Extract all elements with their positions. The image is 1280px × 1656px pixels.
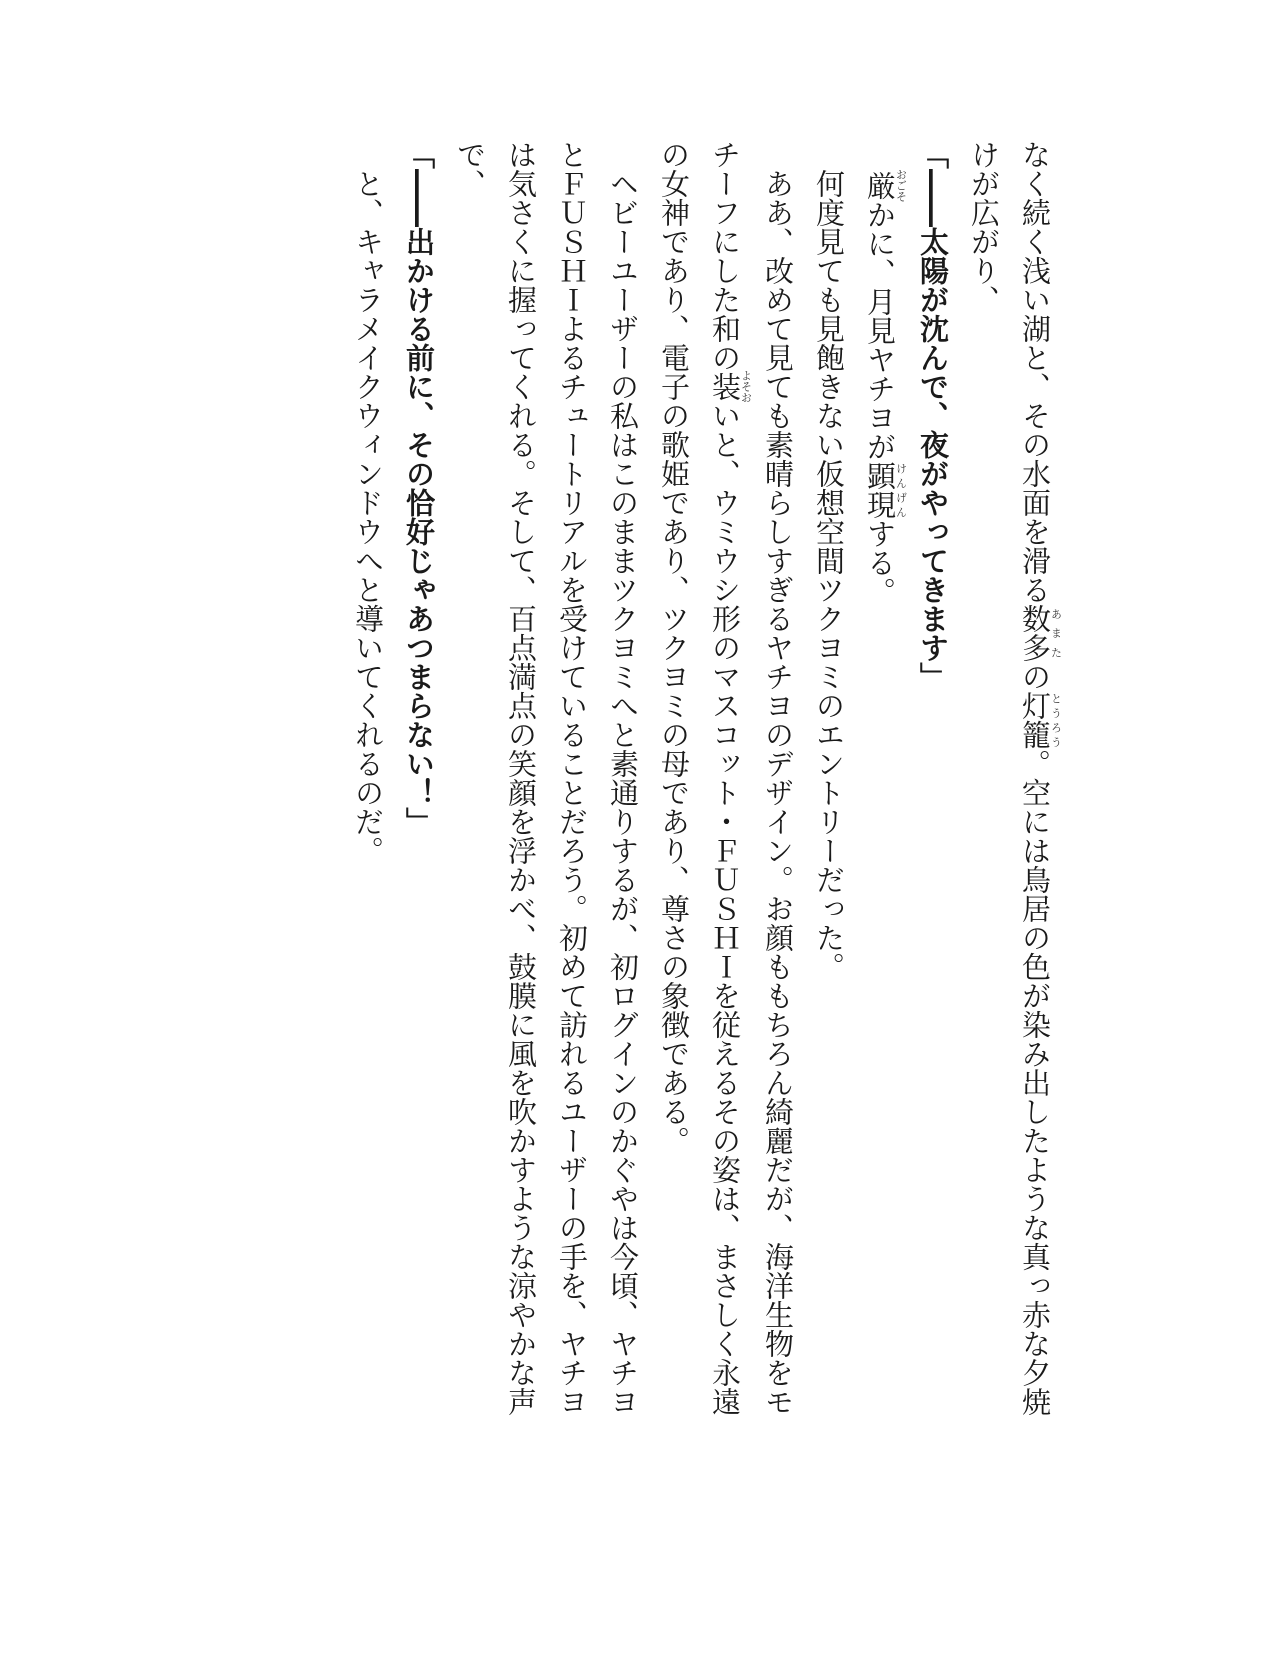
text-segment: 。空には鳥居の色が染み出したような真っ赤な夕焼 — [1018, 749, 1052, 1416]
text-line — [958, 140, 1009, 1460]
text-segment: なく続く浅い湖と、その水面を滑る — [1018, 140, 1052, 604]
text-segment: で、 — [453, 140, 487, 198]
text-segment: けが広がり、 — [967, 140, 1001, 314]
text-segment: いと、ウミウシ形のマスコット・ＦＵＳＨＩを従えるその姿は、まさしく永遠 — [708, 401, 742, 1416]
text-line — [597, 140, 648, 1460]
text-line — [803, 140, 854, 1460]
dialogue-line — [907, 140, 958, 1460]
ruby-base: 数多 — [1018, 604, 1052, 662]
ruby-word — [1018, 691, 1063, 749]
ruby-reading: とうろう — [1049, 691, 1063, 749]
dialogue-line — [393, 140, 444, 1460]
text-line — [854, 140, 907, 1460]
ruby-base: 顕現 — [863, 461, 897, 519]
ruby-word — [863, 461, 908, 519]
text-segment: 「――太陽が沈んで、夜がやってきます」 — [916, 140, 950, 691]
ruby-base: 灯籠 — [1018, 691, 1052, 749]
text-line — [648, 140, 699, 1460]
text-segment: かに、月見ヤチヨが — [863, 200, 897, 461]
vertical-text-page — [342, 140, 1062, 1460]
text-segment: とＦＵＳＨＩよるチュートリアルを受けていることだろう。初めて訪れるユーザーの手を、ヤチヨ — [555, 140, 589, 1416]
ruby-reading: あまた — [1049, 604, 1063, 662]
text-line — [546, 140, 597, 1460]
text-line — [342, 140, 393, 1460]
text-segment: の — [1018, 662, 1052, 691]
ruby-word — [708, 370, 753, 403]
ruby-reading: よそお — [739, 370, 753, 403]
text-segment: と、キャラメイクウィンドウへと導いてくれるのだ。 — [351, 169, 385, 865]
ruby-word — [1018, 604, 1063, 662]
text-segment: の女神であり、電子の歌姫であり、ツクヨミの母であり、尊さの象徴である。 — [657, 140, 691, 1155]
text-line — [444, 140, 495, 1460]
text-line — [752, 140, 803, 1460]
ruby-word — [863, 169, 908, 202]
text-segment: ヘビーユーザーの私はこのままツクヨミへと素通りするが、初ログインのかぐやは今頃、ヤチヨ — [606, 169, 640, 1416]
text-segment: 何度見ても見飽きない仮想空間ツクヨミのエントリーだった。 — [812, 169, 846, 981]
text-segment: 「――出かける前に、その恰好じゃあつまらない！」 — [402, 140, 436, 836]
text-line — [495, 140, 546, 1460]
ruby-base: 厳 — [863, 169, 897, 202]
ruby-base: 装 — [708, 370, 742, 403]
text-segment: チーフにした和の — [708, 140, 742, 372]
ruby-reading: おごそ — [894, 169, 908, 202]
text-line — [699, 140, 752, 1460]
text-segment: は気さくに握ってくれる。そして、百点満点の笑顔を浮かべ、鼓膜に風を吹かすような涼やかな声 — [504, 140, 538, 1416]
ruby-reading: けんげん — [894, 461, 908, 519]
text-line — [1009, 140, 1062, 1460]
text-segment: ああ、改めて見ても素晴らしすぎるヤチヨのデザイン。お顔ももちろん綺麗だが、海洋生物をモ — [761, 169, 795, 1416]
text-segment: する。 — [863, 519, 897, 606]
